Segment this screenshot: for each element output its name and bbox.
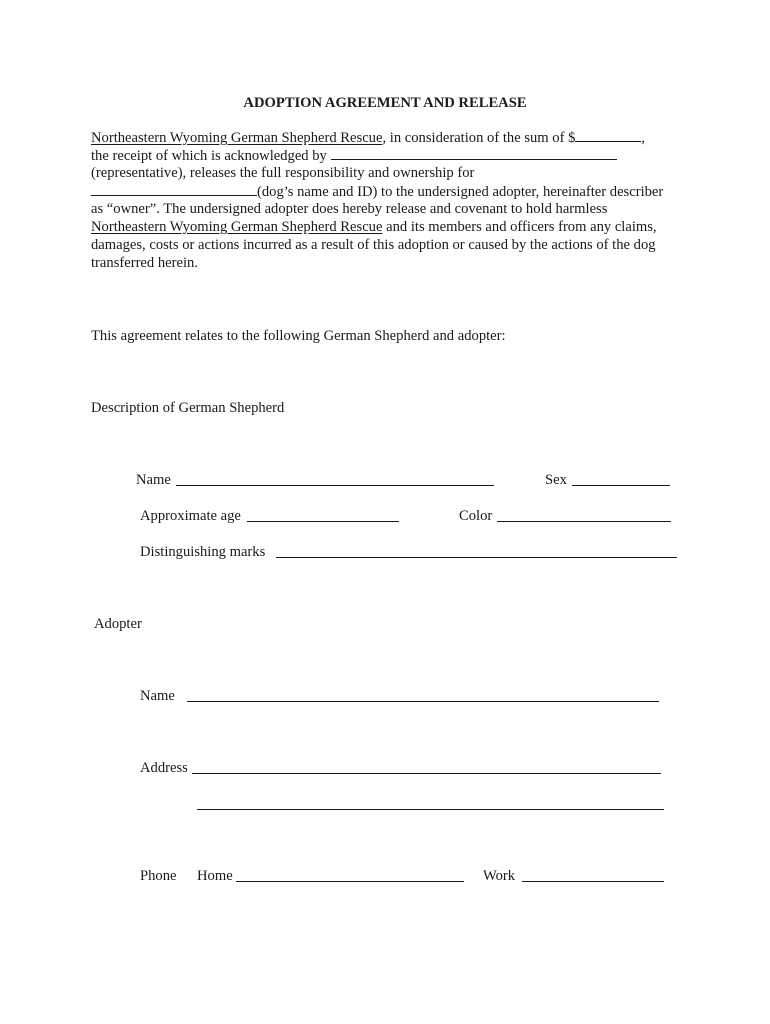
dog-name-field[interactable]	[176, 485, 494, 486]
adopter-section-heading: Adopter	[94, 616, 142, 632]
representative-blank[interactable]	[331, 146, 617, 160]
adopter-work-label: Work	[483, 868, 516, 884]
paragraph-line-8: transferred herein.	[91, 255, 198, 271]
sum-blank[interactable]	[575, 128, 641, 142]
dog-sex-label: Sex	[545, 472, 567, 488]
adopter-work-phone-field[interactable]	[522, 881, 664, 882]
dog-color-label: Color	[459, 508, 493, 524]
dog-color-field[interactable]	[497, 521, 671, 522]
paragraph-line-7: damages, costs or actions incurred as a result of this adoption or caused by the actions of the dog	[91, 237, 656, 253]
dog-sex-field[interactable]	[572, 485, 670, 486]
adopter-name-field[interactable]	[187, 701, 659, 702]
adopter-address-field-2[interactable]	[197, 809, 664, 810]
dog-marks-field[interactable]	[276, 557, 677, 558]
adopter-home-label: Home	[197, 868, 233, 884]
paragraph-line-1: Northeastern Wyoming German Shepherd Rescue, in consideration of the sum of $ ,	[91, 130, 646, 146]
adopter-address-label: Address	[140, 760, 188, 776]
org-name-link-2: Northeastern Wyoming German Shepherd Rescue	[91, 219, 383, 235]
paragraph-line-5: as “owner”. The undersigned adopter does hereby release and covenant to hold harmless	[91, 201, 608, 217]
dog-name-id-blank[interactable]	[91, 182, 257, 196]
paragraph-line-6: Northeastern Wyoming German Shepherd Rescue and its members and officers from any claims,	[91, 219, 657, 235]
dog-section-heading: Description of German Shepherd	[91, 400, 285, 416]
document-title: ADOPTION AGREEMENT AND RELEASE	[243, 95, 527, 111]
dog-age-field[interactable]	[247, 521, 399, 522]
paragraph-line-4: (dog’s name and ID) to the undersigned adopter, hereinafter describer	[91, 182, 701, 200]
adopter-address-field-1[interactable]	[192, 773, 661, 774]
relates-statement: This agreement relates to the following German Shepherd and adopter:	[91, 328, 506, 344]
release-paragraph	[91, 128, 701, 272]
dog-age-label: Approximate age	[140, 508, 241, 524]
org-name-link: Northeastern Wyoming German Shepherd Rescue	[91, 130, 383, 146]
adopter-home-phone-field[interactable]	[236, 881, 464, 882]
dog-marks-label: Distinguishing marks	[140, 544, 266, 560]
adopter-phone-label: Phone	[140, 868, 177, 884]
paragraph-line-3: (representative), releases the full responsibility and ownership for	[91, 165, 475, 181]
paragraph-line-2: the receipt of which is acknowledged by	[91, 146, 701, 164]
adopter-name-label: Name	[140, 688, 175, 704]
dog-name-label: Name	[136, 472, 171, 488]
